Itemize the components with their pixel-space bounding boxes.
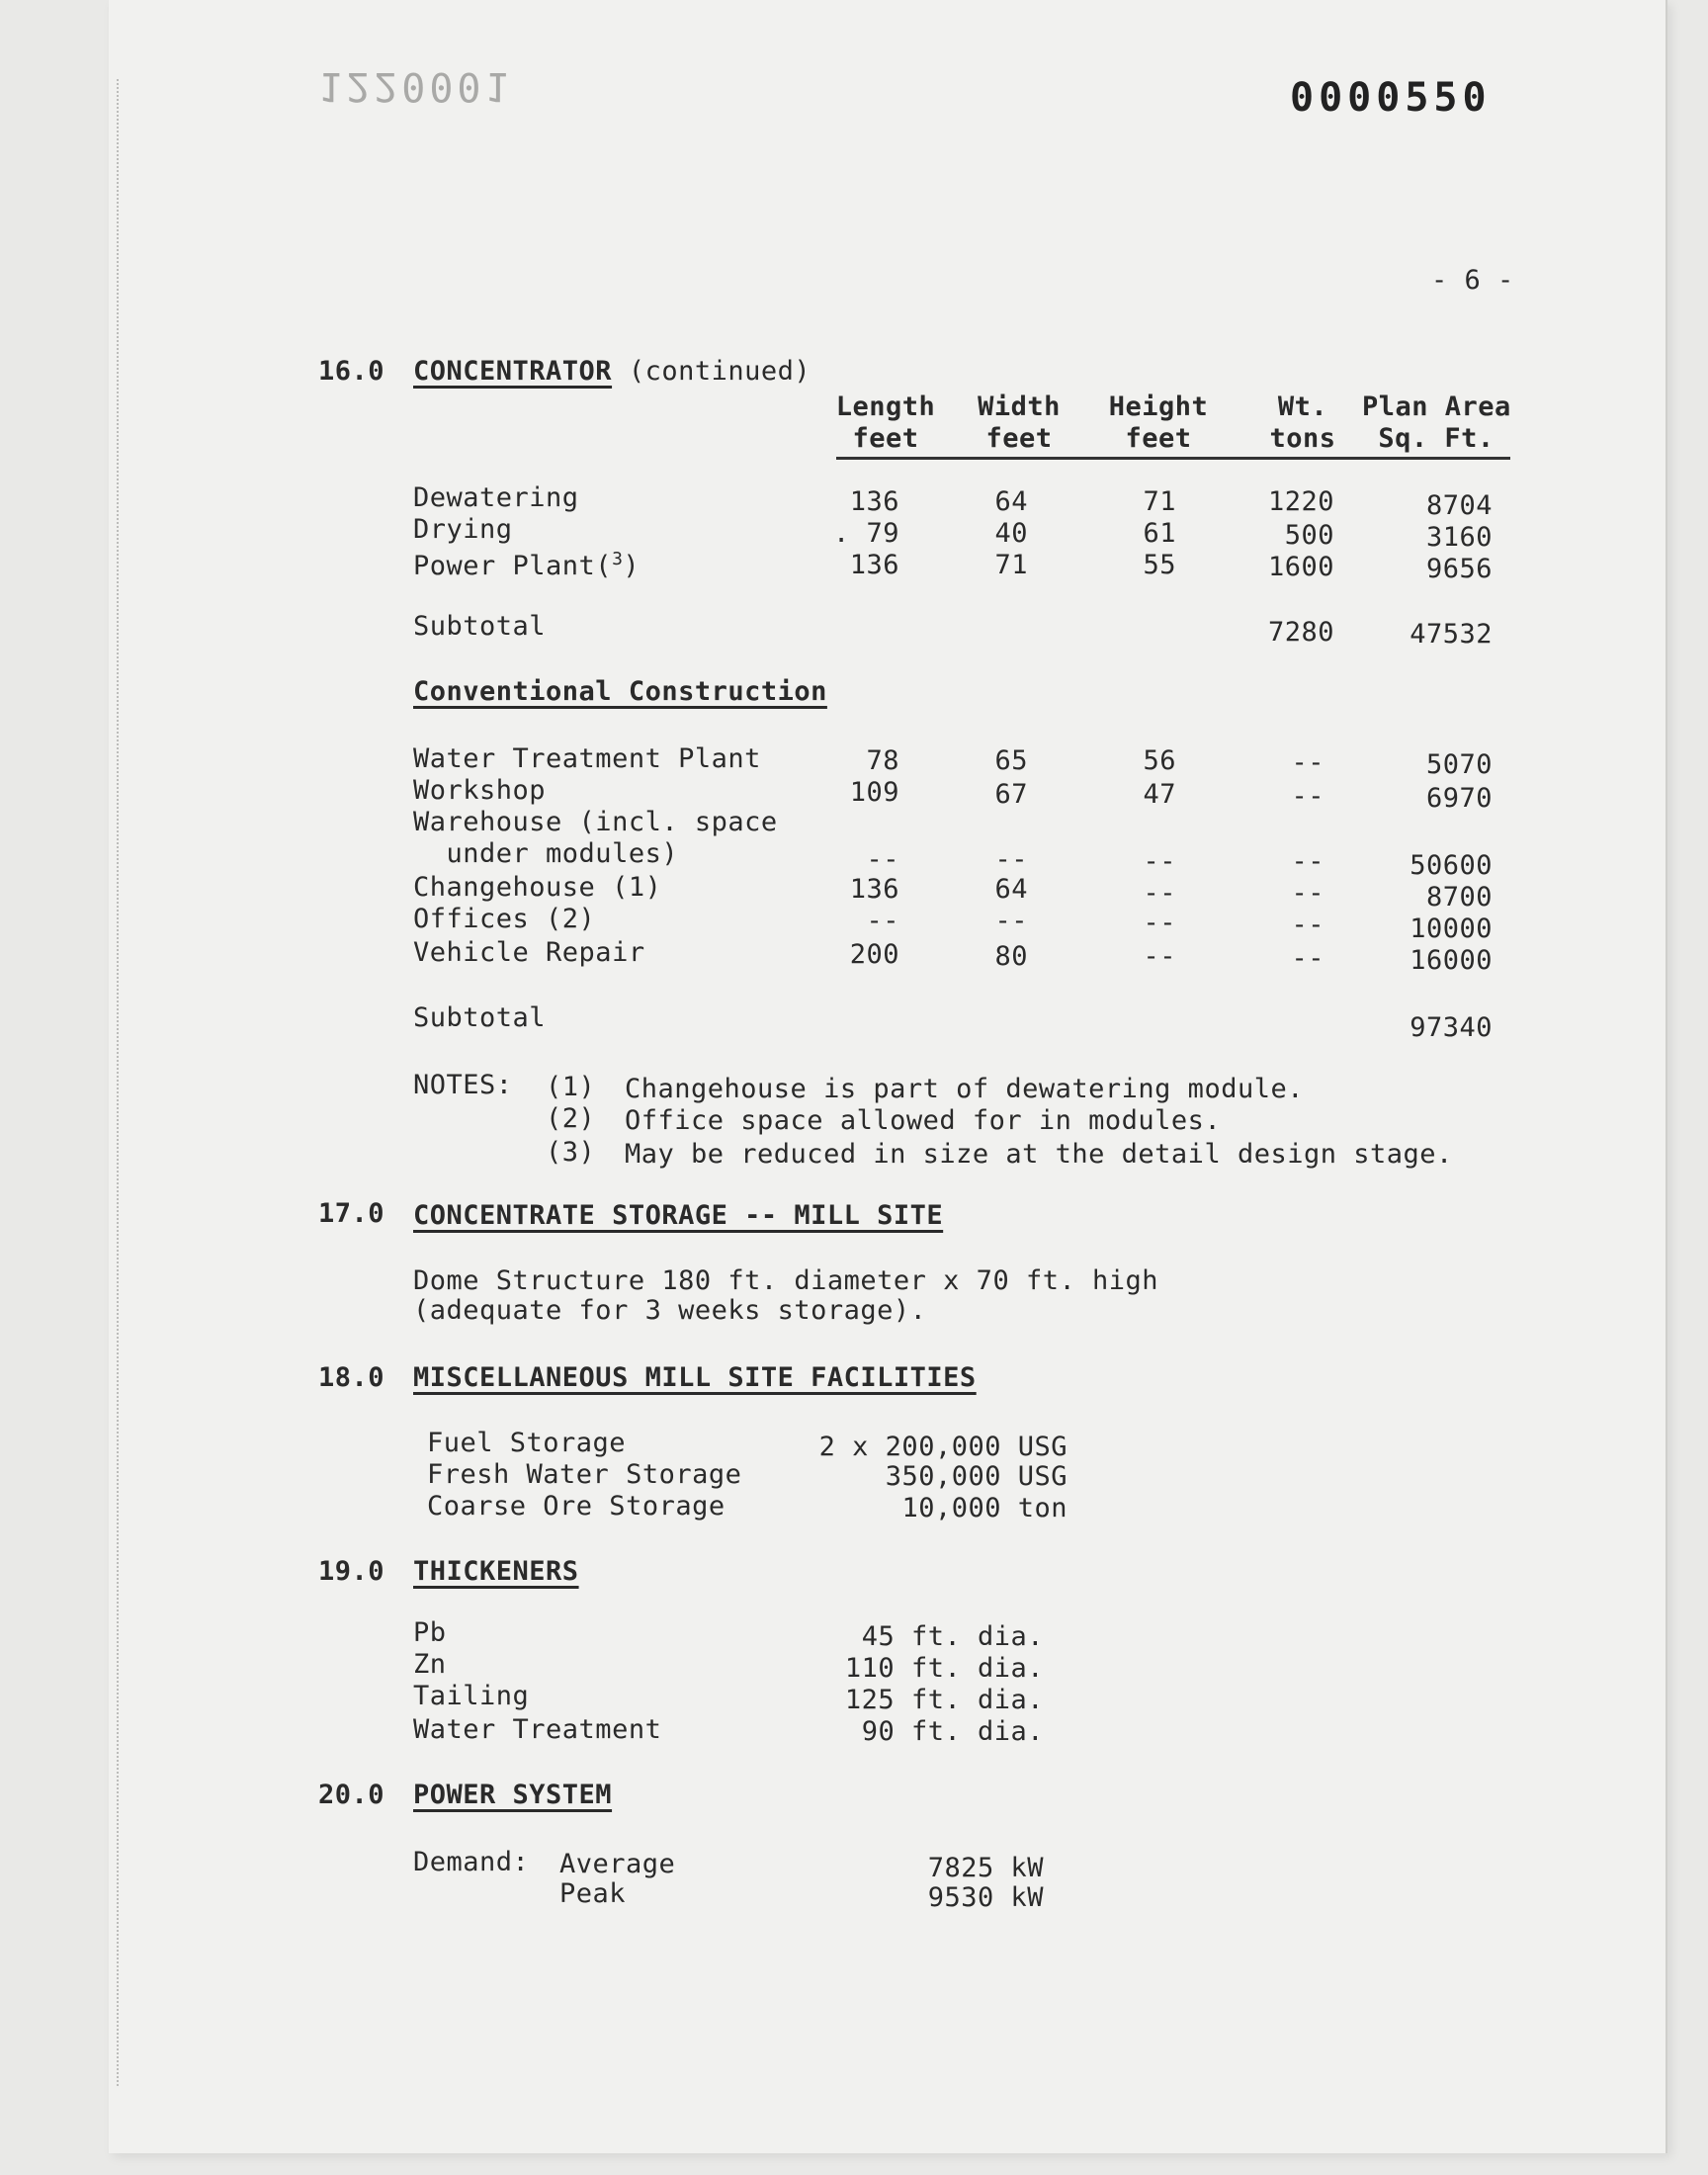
row-label: Power Plant($^3$) <box>413 549 640 581</box>
note-text: Changehouse is part of dewatering module. <box>625 1074 1304 1104</box>
facility-value: 2 x 200,000 USG <box>818 1432 1068 1462</box>
row-label: Offices (2) <box>413 904 596 934</box>
cell: 64 <box>994 486 1028 517</box>
facility-name: Coarse Ore Storage <box>427 1491 726 1522</box>
cell: 56 <box>1143 745 1176 776</box>
faded-stamp-number: 1220001 <box>318 63 513 109</box>
cell: -- <box>1291 943 1324 974</box>
notes-label: NOTES: <box>413 1070 513 1100</box>
note-number: (1) <box>546 1072 596 1102</box>
row-label: Changehouse (1) <box>413 872 662 903</box>
cell: 10000 <box>1409 914 1493 944</box>
col-header-width: Width feet <box>978 392 1061 454</box>
thickener-name: Tailing <box>413 1681 530 1711</box>
cell: 65 <box>994 745 1028 776</box>
cell: -- <box>866 906 899 936</box>
cell: 50600 <box>1409 850 1493 881</box>
thickener-name: Zn <box>413 1649 447 1680</box>
cell: 16000 <box>1409 945 1493 976</box>
cell: 40 <box>994 518 1028 549</box>
cell: 500 <box>1284 520 1334 551</box>
cell: -- <box>1291 846 1324 877</box>
cell: -- <box>1143 941 1176 972</box>
thickener-size: 90 ft. dia. <box>861 1716 1044 1747</box>
section-title: MISCELLANEOUS MILL SITE FACILITIES <box>413 1362 977 1393</box>
cell: -- <box>1291 910 1324 940</box>
facility-value: 10,000 ton <box>901 1493 1068 1523</box>
col-header-weight: Wt. tons <box>1269 392 1336 454</box>
cell: -- <box>1291 878 1324 909</box>
cell: 8704 <box>1425 490 1493 521</box>
body-line: (adequate for 3 weeks storage). <box>413 1295 927 1326</box>
facility-name: Fresh Water Storage <box>427 1459 742 1490</box>
cell: -- <box>994 844 1028 875</box>
facility-name: Fuel Storage <box>427 1428 627 1458</box>
cell: 61 <box>1143 518 1176 549</box>
body-line: Dome Structure 180 ft. diameter x 70 ft. high <box>413 1265 1158 1296</box>
cell: 1220 <box>1267 486 1334 517</box>
note-text: May be reduced in size at the detail design stage. <box>625 1139 1453 1170</box>
cell: 47 <box>1143 779 1176 810</box>
thickener-size: 45 ft. dia. <box>861 1621 1044 1652</box>
demand-type: Average <box>559 1849 676 1879</box>
section-title: THICKENERS <box>413 1556 579 1587</box>
cell: -- <box>1291 747 1324 778</box>
col-header-length: Length feet <box>835 392 936 454</box>
section-number: 20.0 <box>318 1780 385 1810</box>
section-title: POWER SYSTEM <box>413 1780 613 1810</box>
section-number: 18.0 <box>318 1362 385 1393</box>
page-number: - 6 - <box>1431 265 1514 296</box>
cell: 136 <box>849 486 899 517</box>
cell: -- <box>1143 846 1176 877</box>
cell: 64 <box>994 874 1028 905</box>
facility-value: 350,000 USG <box>885 1461 1068 1492</box>
row-label: Vehicle Repair <box>413 937 645 968</box>
cell: 67 <box>994 779 1028 810</box>
cell: 109 <box>849 777 899 808</box>
subtotal-weight: 7280 <box>1267 617 1334 648</box>
thickener-name: Pb <box>413 1617 447 1648</box>
cell: 71 <box>994 550 1028 580</box>
demand-value: 9530 kW <box>927 1882 1044 1913</box>
cell: 5070 <box>1425 749 1493 780</box>
subtotal-label: Subtotal <box>413 1002 547 1033</box>
row-label: Dewatering <box>413 482 579 513</box>
cell: -- <box>1291 781 1324 812</box>
row-label: under modules) <box>413 838 679 869</box>
demand-type: Peak <box>559 1878 627 1909</box>
cell: 8700 <box>1425 882 1493 913</box>
cell: -- <box>1143 908 1176 938</box>
demand-label: Demand: <box>413 1847 530 1877</box>
cell: 200 <box>849 939 899 970</box>
cell: 3160 <box>1425 522 1493 553</box>
subsection-title: Conventional Construction <box>413 676 827 707</box>
col-header-plan-area: Plan Area Sq. Ft. <box>1362 392 1511 454</box>
row-label: Warehouse (incl. space <box>413 807 778 837</box>
cell: 55 <box>1143 550 1176 580</box>
subtotal-area: 47532 <box>1409 619 1493 650</box>
document-stamp-number: 0000550 <box>1290 75 1492 121</box>
cell: 71 <box>1143 486 1176 517</box>
cell: -- <box>866 844 899 875</box>
note-text: Office space allowed for in modules. <box>625 1105 1222 1136</box>
header-rule <box>836 457 1510 460</box>
cell: 136 <box>849 550 899 580</box>
note-number: (3) <box>546 1137 596 1168</box>
section-title: CONCENTRATE STORAGE -- MILL SITE <box>413 1200 944 1231</box>
cell: 1600 <box>1267 552 1334 582</box>
subtotal-label: Subtotal <box>413 611 547 642</box>
row-label: Workshop <box>413 775 547 806</box>
thickener-size: 110 ft. dia. <box>844 1653 1044 1684</box>
thickener-size: 125 ft. dia. <box>844 1685 1044 1715</box>
section-number: 19.0 <box>318 1556 385 1587</box>
cell: -- <box>994 906 1028 936</box>
cell: 80 <box>994 941 1028 972</box>
cell: 136 <box>849 874 899 905</box>
col-header-height: Height feet <box>1108 392 1209 454</box>
note-number: (2) <box>546 1103 596 1134</box>
demand-value: 7825 kW <box>927 1853 1044 1883</box>
cell: 6970 <box>1425 783 1493 814</box>
subtotal-area: 97340 <box>1409 1012 1493 1043</box>
cell: 9656 <box>1425 554 1493 584</box>
cell: . 79 <box>832 518 899 549</box>
row-label: Water Treatment Plant <box>413 743 761 774</box>
thickener-name: Water Treatment <box>413 1714 662 1745</box>
section-number: 17.0 <box>318 1198 385 1229</box>
section-title: CONCENTRATOR (continued) <box>413 356 811 387</box>
cell: -- <box>1143 878 1176 909</box>
cell: 78 <box>866 745 899 776</box>
section-number: 16.0 <box>318 356 385 387</box>
row-label: Drying <box>413 514 513 545</box>
binding-edge <box>117 79 121 2086</box>
